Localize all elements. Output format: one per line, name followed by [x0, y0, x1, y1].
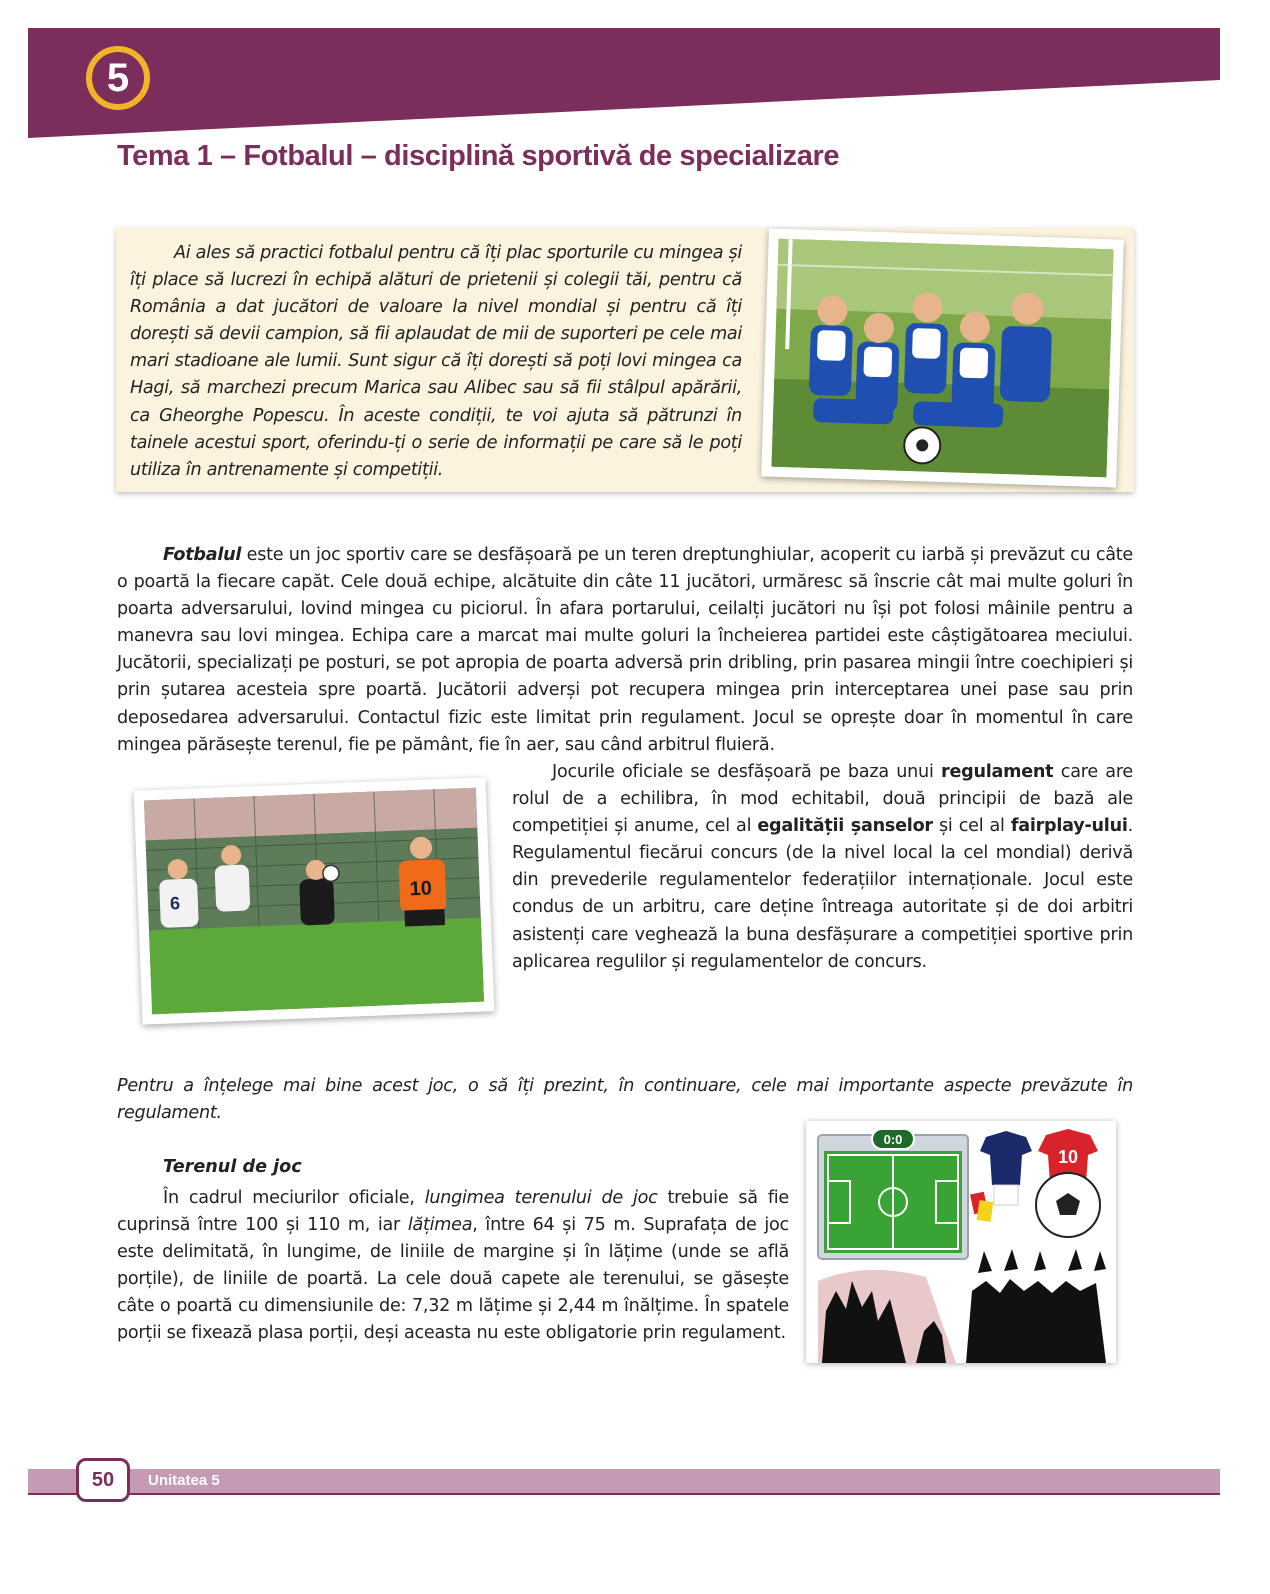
section-heading-terenul-de-joc: Terenul de joc: [163, 1157, 302, 1177]
section-text-part3: , între 64 și 75 m. Suprafața de joc este delimitată, în lungime, de liniile de margine și în lățime (unde se află porțile), de liniile de poartă. La cele două capete ale terenului, se găsește câte o poartă cu dimensiunile de: 7,32 m lățime și 2,44 m înălțime. În spatele porții se fixează plasa porții, deși aceasta nu este obligatorie prin regulament.: [117, 1215, 789, 1344]
term-lungimea-terenului: lungimea terenului de joc: [424, 1188, 658, 1208]
term-fotbalul: Fotbalul: [163, 545, 242, 565]
header-banner: [28, 28, 1220, 138]
term-regulament: regulament: [941, 762, 1054, 782]
paragraph-intro-rules: Pentru a înțelege mai bine acest joc, o să îți prezint, în continuare, cele mai importante aspecte prevăzute în regulament.: [117, 1076, 1133, 1124]
footer-unit-label: Unitatea 5: [148, 1472, 220, 1489]
term-latimea: lățimea: [407, 1215, 473, 1236]
paragraph2-part2: care are rolul de a echilibra, în mod echitabil, două principii de bază ale competiției și anume, cel al: [512, 762, 1134, 837]
match-photo: [134, 777, 495, 1024]
paragraph2-part1: Jocurile oficiale se desfășoară pe baza unui: [552, 762, 942, 782]
paragraph-regulations: [512, 759, 1133, 976]
paragraph-football-definition: [117, 542, 1133, 759]
page-number: 50: [76, 1458, 130, 1502]
team-photo: [761, 228, 1124, 487]
football-collage: [806, 1121, 1116, 1363]
collage-jersey-number: 10: [1057, 1147, 1079, 1167]
term-fairplay: fairplay-ului: [1010, 816, 1128, 837]
jersey-number-right: 10: [409, 877, 433, 901]
section-text-part1: În cadrul meciurilor oficiale,: [163, 1188, 425, 1208]
page-title: Tema 1 – Fotbalul – disciplină sportivă de specializare: [117, 140, 840, 172]
collage-score: 0:0: [883, 1132, 903, 1147]
paragraph2-part3: și cel al: [932, 816, 1011, 837]
paragraph1-text: este un joc sportiv care se desfășoară pe un teren dreptunghiular, acoperit cu iarbă și prevăzut cu câte o poartă la fiecare capăt. Cele două echipe, alcătuite din câte 11 jucători, urmăresc să înscrie cât mai multe goluri în poarta adversarului, lovind mingea cu piciorul. În afara portarului, ceilalți jucători nu își pot folosi mâinile pentru a manevra sau lovi mingea. Echipa care a marcat mai multe goluri la încheierea partidei este câștigătoarea meciului. Jucătorii, specializați pe posturi, se pot apropia de poarta adversă prin dribling, prin pasarea mingii între coechipieri și prin șutarea acesteia spre poartă. Jucătorii adverși pot recupera mingea prin interceptarea unei pase sau prin deposedarea adversarului. Contactul fizic este limitat prin regulament. Jocul se oprește doar în momentul în care mingea părăsește terenul, fie pe pământ, fie în aer, sau când arbitrul fluieră.: [117, 545, 1133, 755]
intro-text: Ai ales să practici fotbalul pentru că îți plac sporturile cu mingea și îți place să lucrezi în echipă alături de prietenii și colegii tăi, pentru că România a dat jucători de valoare la nivel mondial și pentru că îți dorești să devii campion, să fii aplaudat de mii de suporteri pe cele mai mari stadioane ale lumii. Sunt sigur că îți dorești să poți lovi mingea ca Hagi, să marchezi precum Marica sau Alibec sau să fii stâlpul apărării, ca Gheorghe Popescu. În aceste condiții, te voi ajuta să pătrunzi în tainele acestui sport, oferindu-ți o serie de informații pe care să le poți utiliza în antrenamente și competiții.: [130, 243, 742, 480]
paragraph-field-dimensions: [117, 1185, 789, 1348]
jersey-number-left: 6: [169, 893, 181, 914]
term-egalitatea-sanselor: egalității șanselor: [757, 816, 933, 837]
unit-number-badge: 5: [86, 46, 150, 110]
paragraph2-part4: . Regulamentul fiecărui concurs (de la nivel local la cel mondial) derivă din prevederile regulamentelor federațiilor internaționale. Jocul este condus de un arbitru, care deține întreaga autoritate și de doi arbitri asistenți care veghează la buna desfășurare a competiției sportive prin aplicarea regulilor și regulamentelor de concurs.: [512, 816, 1133, 972]
section-text-part2: trebuie să fie cuprinsă între 100 și 110 m, iar: [117, 1188, 790, 1236]
